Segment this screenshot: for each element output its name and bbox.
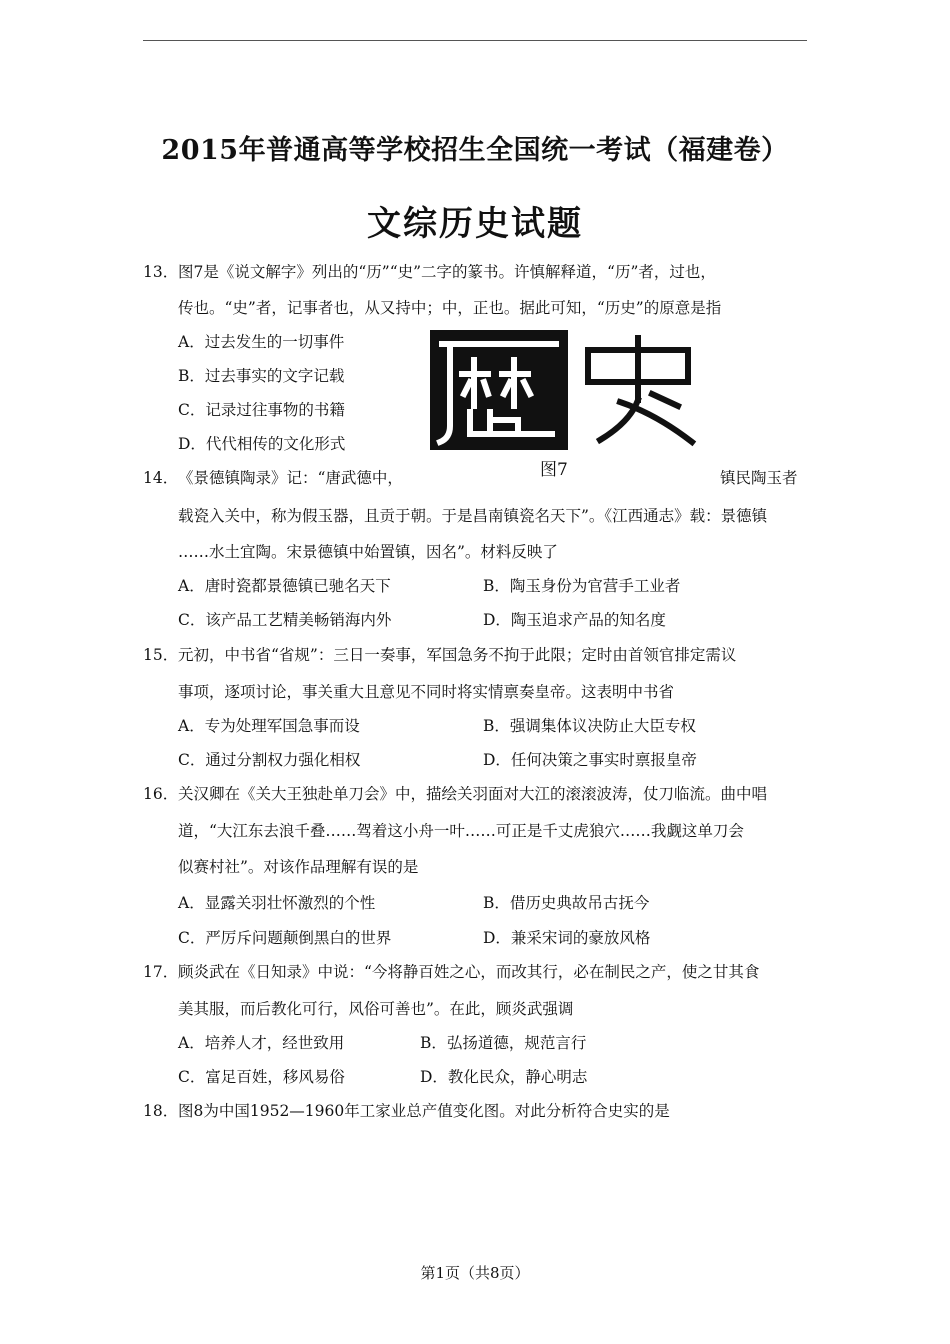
question-16-text-line-2: 道，“大江东去浪千叠……驾着这小舟一叶……可正是千丈虎狼穴……我觑这单刀会 bbox=[178, 822, 744, 840]
question-16-option-a: A．显露关羽壮怀激烈的个性 bbox=[178, 894, 376, 912]
question-18-number: 18． bbox=[143, 1102, 179, 1120]
question-14-option-a: A．唐时瓷都景德镇已驰名天下 bbox=[178, 577, 391, 595]
question-15-option-d: D．任何决策之事实时禀报皇帝 bbox=[483, 751, 697, 769]
question-16-option-d: D．兼采宋词的豪放风格 bbox=[483, 929, 651, 947]
question-16-option-b: B．借历史典故吊古抚今 bbox=[483, 894, 650, 912]
question-16-text-line-1: 关汉卿在《关大王独赴单刀会》中，描绘关羽面对大江的滚滚波涛，仗刀临流。曲中唱 bbox=[178, 785, 768, 803]
question-15-number: 15． bbox=[143, 646, 179, 664]
question-17-option-b: B．弘扬道德，规范言行 bbox=[420, 1034, 587, 1052]
question-15-option-c: C．通过分割权力强化相权 bbox=[178, 751, 361, 769]
page-number: 第1页（共8页） bbox=[420, 1264, 530, 1282]
question-17-option-d: D．教化民众，静心明志 bbox=[420, 1068, 588, 1086]
question-13-text-line-2: 传也。“史”者，记事者也，从又持中；中，正也。据此可知，“历史”的原意是指 bbox=[178, 299, 722, 317]
question-14-number: 14． bbox=[143, 469, 179, 487]
question-15-text-line-1: 元初，中书省“省规”：三日一奏事，军国急务不拘于此限；定时由首领官排定需议 bbox=[178, 646, 737, 664]
figure-7-caption: 图7 bbox=[540, 460, 568, 480]
question-17-text-line-1: 顾炎武在《日知录》中说：“今将静百姓之心，而改其行，必在制民之产，使之甘其食 bbox=[178, 963, 760, 981]
question-13-option-d: D．代代相传的文化形式 bbox=[178, 435, 346, 453]
seal-script-figure bbox=[430, 330, 707, 450]
question-14-text-line-1a: 《景德镇陶录》记：“唐武德中， bbox=[178, 469, 403, 487]
question-16-option-c: C．严厉斥问题颠倒黑白的世界 bbox=[178, 929, 392, 947]
question-13-number: 13． bbox=[143, 263, 179, 281]
question-17-option-c: C．富足百姓，移风易俗 bbox=[178, 1068, 345, 1086]
question-14-text-line-3: ……水土宜陶。宋景德镇中始置镇，因名”。材料反映了 bbox=[178, 543, 558, 561]
question-13-option-c: C．记录过往事物的书籍 bbox=[178, 401, 345, 419]
question-17-text-line-2: 美其服，而后教化可行，风俗可善也”。在此，顾炎武强调 bbox=[178, 1000, 574, 1018]
question-13-text-line-1: 图7是《说文解字》列出的“历”“史”二字的篆书。许慎解释道，“历”者，过也， bbox=[178, 263, 716, 281]
question-15-option-a: A．专为处理军国急事而设 bbox=[178, 717, 360, 735]
question-14-option-c: C．该产品工艺精美畅销海内外 bbox=[178, 611, 392, 629]
question-14-option-b: B．陶玉身份为官营手工业者 bbox=[483, 577, 681, 595]
question-15-option-b: B．强调集体议决防止大臣专权 bbox=[483, 717, 696, 735]
question-13-option-b: B．过去事实的文字记载 bbox=[178, 367, 345, 385]
question-18-text-line-1: 图8为中国1952—1960年工家业总产值变化图。对此分析符合史实的是 bbox=[178, 1102, 670, 1120]
question-15-text-line-2: 事项，逐项讨论，事关重大且意见不同时将实情禀奏皇帝。这表明中书省 bbox=[178, 683, 675, 701]
exam-title: 2015年普通高等学校招生全国统一考试（福建卷） bbox=[161, 135, 789, 166]
question-17-option-a: A．培养人才，经世致用 bbox=[178, 1034, 345, 1052]
question-17-number: 17． bbox=[143, 963, 179, 981]
question-13-option-a: A．过去发生的一切事件 bbox=[178, 333, 345, 351]
question-14-option-d: D．陶玉追求产品的知名度 bbox=[483, 611, 666, 629]
header-rule bbox=[143, 40, 807, 41]
exam-subtitle: 文综历史试题 bbox=[367, 204, 583, 244]
question-14-text-line-2: 载瓷入关中，称为假玉器，且贡于朝。于是昌南镇瓷名天下”。《江西通志》载：景德镇 bbox=[178, 507, 768, 525]
question-16-number: 16． bbox=[143, 785, 179, 803]
question-14-text-line-1b: 镇民陶玉者 bbox=[720, 469, 798, 487]
question-16-text-line-3: 似赛村社”。对该作品理解有误的是 bbox=[178, 858, 419, 876]
